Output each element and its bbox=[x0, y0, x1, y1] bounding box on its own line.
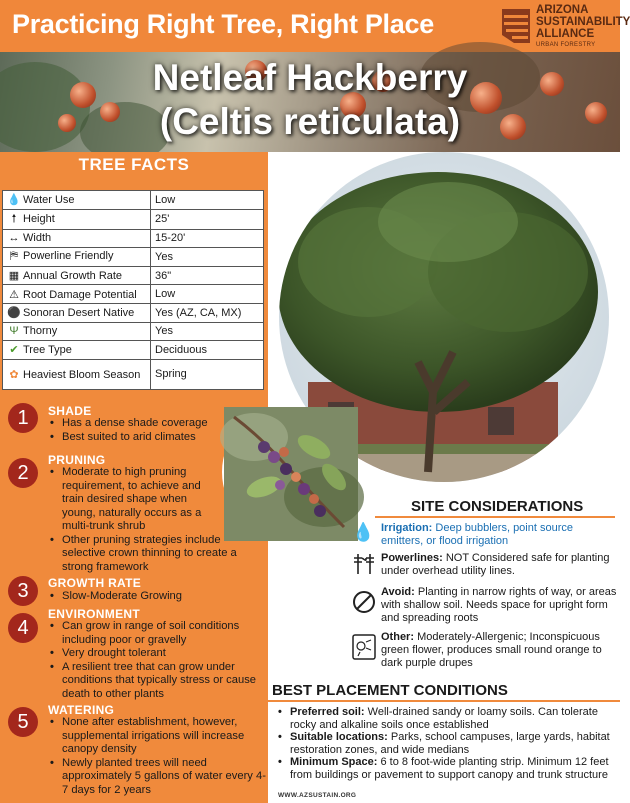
section-number-1: 1 bbox=[8, 403, 38, 433]
list-item: • Preferred soil: Well-drained sandy or loamy soils. Can tolerate rocky and alkaline soils once established bbox=[276, 706, 616, 731]
water-drop-icon: 💧 bbox=[7, 194, 21, 207]
warning-icon: ⚠ bbox=[9, 288, 19, 301]
pruning-bullets bbox=[48, 466, 248, 574]
environment-bullets bbox=[48, 620, 266, 701]
tree-name bbox=[0, 56, 620, 144]
other-note: Other: Moderately-Allergenic; Inconspicuous green flower, produces small round orange to dark purple drupes bbox=[381, 631, 602, 669]
table-row: ↔ Width 15-20' bbox=[3, 229, 264, 248]
best-placement-list bbox=[276, 706, 616, 781]
common-name: Netleaf Hackberry bbox=[152, 57, 468, 98]
growth-rate-bullets bbox=[48, 590, 258, 604]
section-number-5: 5 bbox=[8, 707, 38, 737]
arizona-map-icon bbox=[500, 5, 532, 45]
list-item: • Minimum Space: 6 to 8 foot-wide planting strip. Minimum 12 feet from buildings or pavement to support canopy and trunk structure bbox=[276, 756, 616, 781]
shade-bullets bbox=[48, 417, 223, 444]
list-item: • Has a dense shade coverage bbox=[48, 417, 223, 431]
table-row: ▦ Annual Growth Rate 36" bbox=[3, 266, 264, 285]
section-title-environment: ENVIRONMENT bbox=[48, 607, 140, 621]
tree-facts-table bbox=[2, 190, 264, 390]
list-item: • Other pruning strategies include selective crown thinning to create a strong framework bbox=[48, 534, 248, 575]
powerlines-note: Powerlines: NOT Considered safe for planting under overhead utility lines. bbox=[381, 552, 610, 577]
list-item: • Moderate to high pruning requirement, to achieve and train desired shape when young, naturally occurs as a multi-trunk shrub bbox=[48, 466, 218, 534]
width-arrow-icon: ↔ bbox=[8, 232, 20, 245]
table-row: ⚠ Root Damage Potential Low bbox=[3, 285, 264, 304]
prohibited-icon bbox=[352, 590, 376, 619]
watering-bullets bbox=[48, 716, 266, 797]
cactus-icon: Ψ bbox=[9, 325, 19, 338]
water-drop-icon: 💧 bbox=[352, 522, 375, 542]
divider bbox=[268, 700, 620, 702]
table-row: 🠕 Height 25' bbox=[3, 209, 264, 229]
tree-icon: ⚫ bbox=[7, 307, 21, 320]
list-item: • Newly planted trees will need approximately 5 gallons of water every 4-7 days for 2 years bbox=[48, 757, 266, 798]
powerline-icon bbox=[352, 552, 376, 581]
best-placement-heading: BEST PLACEMENT CONDITIONS bbox=[272, 682, 508, 699]
page-title: Practicing Right Tree, Right Place bbox=[12, 9, 434, 39]
table-row: ✔ Tree Type Deciduous bbox=[3, 341, 264, 360]
azsa-logo bbox=[500, 3, 630, 51]
header-bar bbox=[0, 0, 630, 52]
site-considerations-heading: SITE CONSIDERATIONS bbox=[411, 498, 584, 515]
avoid-note: Avoid: Planting in narrow rights of way, or areas with shallow soil. Needs space for upright form and spreading roots bbox=[381, 586, 617, 624]
table-row: ⛿ Powerline Friendly Yes bbox=[3, 248, 264, 267]
list-item: • Suitable locations: Parks, school campuses, large yards, habitat restoration zones, and wide medians bbox=[276, 731, 616, 756]
section-title-growth-rate: GROWTH RATE bbox=[48, 576, 142, 590]
table-row: Ψ Thorny Yes bbox=[3, 322, 264, 341]
website-link[interactable]: WWW.AZSUSTAIN.ORG bbox=[278, 792, 357, 799]
list-item: • Can grow in range of soil conditions including poor or gravelly bbox=[48, 620, 266, 647]
list-item: • None after establishment, however, supplemental irrigations will increase canopy density bbox=[48, 716, 266, 757]
section-number-2: 2 bbox=[8, 458, 38, 488]
list-item: • A resilient tree that can grow under conditions that typically stress or cause death to other plants bbox=[48, 661, 266, 702]
divider bbox=[375, 516, 615, 518]
table-row: ⚫ Sonoran Desert Native Yes (AZ, CA, MX) bbox=[3, 303, 264, 322]
table-row: 💧 Water Use Low bbox=[3, 191, 264, 210]
section-number-3: 3 bbox=[8, 576, 38, 606]
logo-subtitle: URBAN FORESTRY bbox=[536, 42, 596, 48]
allergen-icon bbox=[352, 634, 376, 665]
list-item: • Very drought tolerant bbox=[48, 647, 266, 661]
banner-photo bbox=[0, 52, 620, 152]
flower-icon: ✿ bbox=[9, 368, 19, 381]
logo-text: ARIZONA SUSTAINABILITY ALLIANCE bbox=[536, 4, 630, 40]
scientific-name: (Celtis reticulata) bbox=[159, 101, 461, 142]
section-number-4: 4 bbox=[8, 613, 38, 643]
growth-chart-icon: ▦ bbox=[8, 270, 20, 283]
tree-facts-heading: TREE FACTS bbox=[78, 155, 190, 174]
list-item: • Slow-Moderate Growing bbox=[48, 590, 258, 604]
powerline-icon: ⛿ bbox=[10, 250, 18, 263]
height-arrow-icon: 🠕 bbox=[11, 212, 17, 225]
leaf-icon: ✔ bbox=[9, 344, 19, 357]
section-title-shade: SHADE bbox=[48, 404, 92, 418]
section-title-pruning: PRUNING bbox=[48, 453, 106, 467]
table-row: ✿ Heaviest Bloom Season Spring bbox=[3, 359, 264, 389]
irrigation-note: Irrigation: Deep bubblers, point source emitters, or flood irrigation bbox=[381, 522, 573, 547]
section-title-watering: WATERING bbox=[48, 703, 115, 717]
list-item: • Best suited to arid climates bbox=[48, 431, 223, 445]
